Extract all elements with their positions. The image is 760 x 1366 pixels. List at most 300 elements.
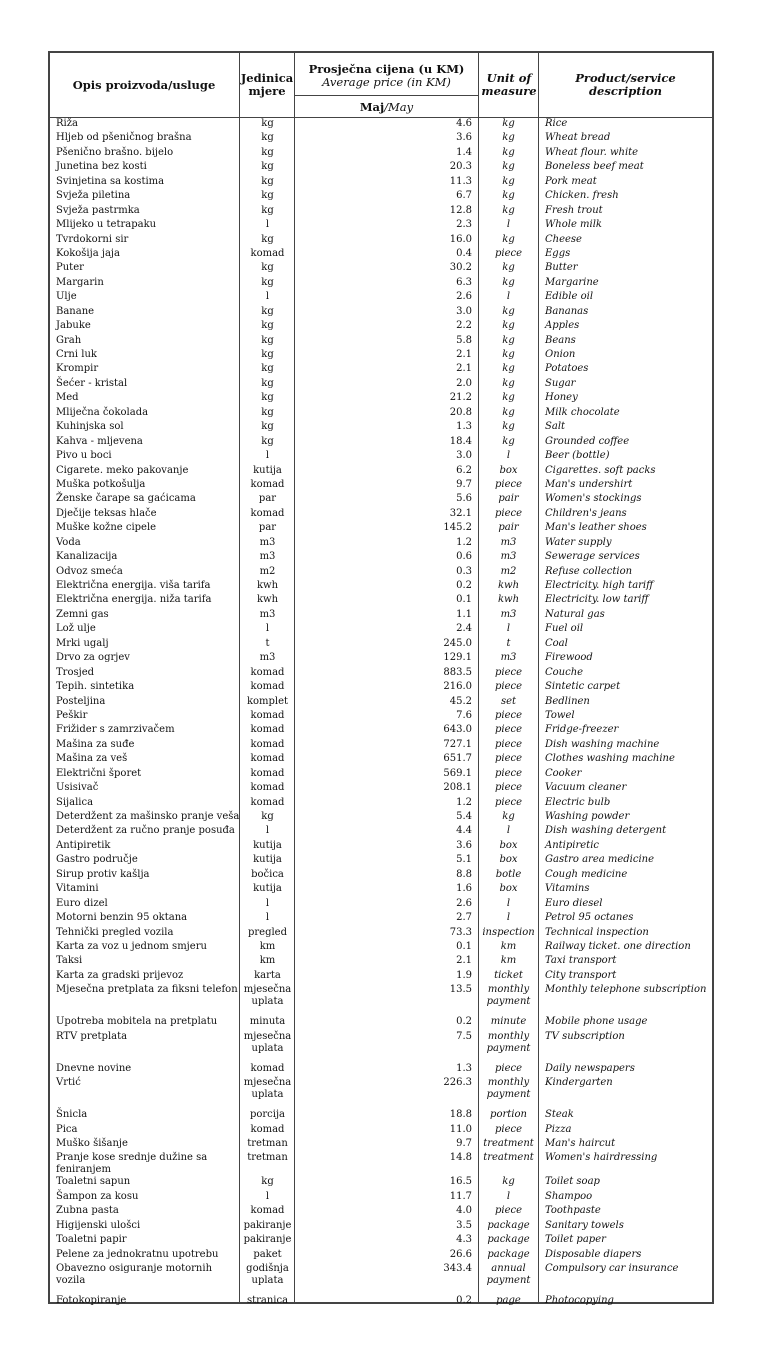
cell-description-en: Toothpaste (545, 1205, 601, 1217)
cell-description-en: Children's jeans (545, 507, 627, 519)
cell-unit: komad (250, 478, 285, 490)
cell-unit-en: l (506, 623, 511, 635)
cell-average-price: 6.2 (456, 464, 472, 476)
cell-unit-en: monthly payment (486, 984, 531, 1008)
table-row (50, 927, 712, 941)
cell-average-price: 3.0 (456, 450, 472, 462)
cell-average-price: 18.8 (449, 1109, 472, 1121)
cell-unit: kg (261, 811, 274, 822)
table-row (50, 1234, 712, 1248)
cell-average-price: 145.2 (443, 522, 472, 534)
cell-description-en: Beans (545, 334, 576, 346)
cell-unit: mjesečna uplata (243, 984, 292, 1008)
cell-product-name: Cigarete. meko pakovanje (56, 464, 189, 476)
cell-unit-en: pair (498, 493, 519, 505)
table-row (50, 219, 712, 233)
cell-unit: kg (261, 435, 274, 447)
cell-description-en: Compulsory car insurance (545, 1263, 679, 1275)
cell-unit: komplet (246, 695, 289, 707)
cell-description-en: Milk chocolate (545, 406, 620, 418)
cell-product-name: Karta za gradski prijevoz (56, 969, 184, 981)
cell-unit-en: kg (502, 146, 515, 158)
cell-description-en: Electricity. low tariff (545, 594, 649, 606)
cell-average-price: 6.3 (456, 276, 472, 288)
cell-description-en: Photocopying (545, 1295, 614, 1307)
cell-unit-en: kg (502, 334, 515, 346)
cell-product-name: Motorni benzin 95 oktana (56, 912, 188, 924)
cell-product-name: Grah (56, 334, 82, 346)
cell-unit-en: kg (502, 392, 515, 404)
cell-unit-en: kg (502, 190, 515, 202)
cell-unit-en: kg (502, 1176, 515, 1188)
cell-average-price: 1.6 (456, 883, 472, 895)
cell-unit: l (265, 897, 270, 909)
table-row (50, 1124, 712, 1138)
cell-average-price: 2.6 (456, 897, 472, 909)
cell-average-price: 2.2 (456, 320, 472, 332)
cell-average-price: 20.3 (449, 161, 472, 173)
table-row (50, 551, 712, 565)
cell-description-en: Shampoo (545, 1190, 593, 1202)
cell-description-en: Butter (545, 262, 578, 274)
cell-description-en: Rice (545, 118, 568, 129)
cell-average-price: 0.1 (456, 594, 472, 606)
cell-description-en: Monthly telephone subscription (545, 984, 707, 996)
cell-unit-en: kg (502, 349, 515, 360)
cell-description-en: Antipiretic (545, 839, 599, 851)
cell-product-name: Zubna pasta (56, 1205, 119, 1217)
cell-description-en: Fridge-freezer (545, 724, 619, 736)
cell-product-name: Drvo za ogrjev (56, 652, 130, 664)
cell-average-price: 0.2 (456, 1016, 472, 1028)
cell-unit-en: set (500, 695, 517, 707)
cell-unit-en: kg (502, 175, 515, 187)
cell-average-price: 4.0 (456, 1205, 472, 1217)
cell-unit-en: monthly payment (486, 1030, 531, 1054)
cell-average-price: 1.9 (456, 969, 472, 981)
cell-unit: godišnja uplata (246, 1263, 289, 1287)
cell-product-name: Posteljina (56, 695, 106, 707)
header-sub-divider (295, 95, 478, 96)
cell-product-name: Električni šporet (56, 767, 142, 779)
cell-unit: porcija (249, 1109, 286, 1121)
cell-description-en: Dish washing machine (545, 738, 660, 750)
cell-average-price: 14.8 (449, 1152, 472, 1164)
cell-product-name: Fotokopiranje (56, 1295, 127, 1307)
table-row (50, 1063, 712, 1077)
cell-description-en: Toilet paper (545, 1234, 606, 1246)
cell-average-price: 883.5 (443, 666, 472, 678)
cell-unit: kwh (256, 580, 279, 591)
cell-unit: kg (261, 334, 274, 346)
table-row (50, 262, 712, 276)
cell-unit: kg (261, 146, 274, 158)
cell-unit-en: page (496, 1295, 521, 1307)
cell-unit: komad (250, 681, 285, 693)
cell-description-en: Firewood (545, 652, 593, 664)
table-row (50, 941, 712, 955)
cell-unit-en: l (506, 825, 511, 837)
header-price-title: Prosječna cijena (u KM) (308, 62, 465, 76)
cell-product-name: Svinjetina sa kostima (56, 175, 165, 187)
cell-unit-en: kg (502, 118, 515, 129)
table-row (50, 349, 712, 363)
cell-product-name: Šećer - kristal (56, 377, 128, 389)
cell-average-price: 7.6 (456, 709, 472, 721)
table-body (50, 118, 712, 1310)
table-row (50, 335, 712, 349)
table-row (50, 955, 712, 969)
cell-average-price: 6.7 (456, 190, 472, 202)
cell-product-name: Upotreba mobitela na pretplatu (56, 1016, 218, 1028)
cell-product-name: Svježa pastrmka (56, 204, 140, 216)
price-table (48, 51, 714, 1307)
table-header (50, 53, 712, 118)
cell-unit-en: package (487, 1219, 530, 1231)
cell-unit-en: kg (502, 363, 515, 375)
cell-average-price: 245.0 (443, 637, 472, 649)
cell-unit: karta (254, 969, 281, 981)
cell-unit-en: kg (502, 262, 515, 274)
cell-description-en: Steak (545, 1109, 574, 1121)
cell-product-name: Mliječna čokolada (56, 406, 149, 418)
table-row (50, 984, 712, 1016)
cell-product-name: Krompir (56, 363, 99, 375)
cell-unit: kg (261, 276, 274, 288)
cell-unit: pakiranje (243, 1234, 292, 1246)
cell-unit: komad (250, 782, 285, 794)
cell-average-price: 2.6 (456, 291, 472, 303)
cell-description-en: Man's undershirt (545, 478, 633, 490)
cell-product-name: Sirup protiv kašlja (56, 868, 150, 880)
table-row (50, 566, 712, 580)
cell-description-en: Cough medicine (545, 868, 628, 880)
cell-description-en: Boneless beef meat (545, 161, 644, 173)
cell-unit-en: treatment (483, 1138, 534, 1149)
cell-average-price: 2.0 (456, 377, 472, 389)
cell-product-name: Tvrdokorni sir (56, 233, 129, 245)
cell-description-en: Wheat flour. white (545, 146, 639, 158)
cell-average-price: 4.6 (456, 118, 472, 129)
cell-unit: komad (250, 738, 285, 750)
cell-product-name: Med (56, 392, 79, 404)
header-unit-en: Unit of measure (481, 71, 537, 98)
table-row (50, 768, 712, 782)
table-row (50, 436, 712, 450)
cell-average-price: 1.2 (456, 796, 472, 808)
cell-description-en: Water supply (545, 536, 612, 548)
cell-unit: l (265, 623, 270, 635)
cell-unit: kwh (256, 594, 279, 606)
table-row (50, 609, 712, 623)
cell-unit: kg (261, 118, 274, 129)
table-row (50, 363, 712, 377)
cell-unit-en: box (499, 854, 518, 866)
cell-product-name: Muško šišanje (56, 1138, 128, 1149)
cell-product-name: Tehnički pregled vozila (56, 926, 174, 938)
cell-product-name: Peškir (56, 709, 88, 721)
table-row (50, 407, 712, 421)
cell-unit-en: piece (494, 1205, 523, 1217)
cell-description-en: Couche (545, 666, 584, 678)
cell-unit: minuta (249, 1016, 286, 1028)
cell-description-en: Cigarettes. soft packs (545, 464, 656, 476)
table-row (50, 970, 712, 984)
table-row (50, 1220, 712, 1234)
cell-description-en: Vacuum cleaner (545, 782, 627, 794)
cell-unit: pregled (247, 926, 288, 938)
cell-product-name: Električna energija. niža tarifa (56, 594, 212, 606)
cell-unit: l (265, 1190, 270, 1202)
table-row (50, 277, 712, 291)
cell-product-name: Pivo u boci (56, 450, 112, 462)
cell-unit: kg (261, 233, 274, 245)
cell-description-en: Sewerage services (545, 551, 640, 563)
cell-unit: kg (261, 132, 274, 144)
table-row (50, 1263, 712, 1295)
table-row (50, 291, 712, 305)
cell-unit: kg (261, 305, 274, 317)
cell-average-price: 569.1 (443, 767, 472, 779)
cell-unit-en: package (487, 1248, 530, 1260)
cell-product-name: Tepih. sintetika (56, 681, 135, 693)
cell-average-price: 1.2 (456, 536, 472, 548)
table-row (50, 465, 712, 479)
table-row (50, 869, 712, 883)
cell-average-price: 5.1 (456, 854, 472, 866)
cell-average-price: 0.2 (456, 580, 472, 591)
cell-unit-en: l (506, 219, 511, 231)
cell-unit: paket (253, 1248, 282, 1260)
cell-product-name: Higijenski ulošci (56, 1219, 141, 1231)
cell-average-price: 1.3 (456, 1062, 472, 1074)
cell-average-price: 18.4 (449, 435, 472, 447)
table-row (50, 320, 712, 334)
cell-average-price: 1.3 (456, 421, 472, 433)
table-row (50, 840, 712, 854)
cell-product-name: Odvoz smeća (56, 565, 123, 577)
cell-average-price: 73.3 (449, 926, 472, 938)
cell-product-name: Mjesečna pretplata za fiksni telefon (56, 984, 238, 996)
cell-product-name: Frižider s zamrzivačem (56, 724, 175, 736)
cell-average-price: 32.1 (449, 507, 472, 519)
cell-product-name: Banane (56, 305, 95, 317)
cell-product-name: Vitamini (56, 883, 99, 895)
cell-unit: mjesečna uplata (243, 1030, 292, 1054)
table-row (50, 1191, 712, 1205)
cell-unit: kg (261, 406, 274, 418)
cell-average-price: 4.4 (456, 825, 472, 837)
cell-average-price: 2.1 (456, 955, 472, 967)
cell-unit: komad (250, 1205, 285, 1217)
cell-unit: komad (250, 753, 285, 765)
table-row (50, 1077, 712, 1109)
cell-description-en: Salt (545, 421, 566, 433)
cell-description-en: Cheese (545, 233, 582, 245)
cell-average-price: 9.7 (456, 478, 472, 490)
table-row (50, 508, 712, 522)
cell-description-en: City transport (545, 969, 617, 981)
table-row (50, 1138, 712, 1152)
cell-unit: komad (250, 1123, 285, 1135)
table-row (50, 392, 712, 406)
cell-product-name: Muške kožne cipele (56, 522, 157, 534)
cell-average-price: 0.1 (456, 940, 472, 952)
cell-average-price: 16.5 (449, 1176, 472, 1188)
cell-average-price: 0.2 (456, 1295, 472, 1307)
cell-description-en: Man's haircut (545, 1138, 616, 1149)
cell-unit: kutija (253, 464, 282, 476)
cell-average-price: 1.4 (456, 146, 472, 158)
cell-average-price: 727.1 (443, 738, 472, 750)
table-row (50, 522, 712, 536)
cell-product-name: Lož ulje (56, 623, 96, 635)
cell-unit: kg (261, 392, 274, 404)
cell-unit: l (265, 912, 270, 924)
table-row (50, 1176, 712, 1190)
cell-unit: m3 (259, 551, 276, 563)
cell-product-name: Električna energija. viša tarifa (56, 580, 211, 591)
cell-product-name: Šampon za kosu (56, 1190, 139, 1202)
header-unit: Jedinica mjere (240, 71, 294, 98)
table-row (50, 421, 712, 435)
cell-product-name: Mrki ugalj (56, 637, 109, 649)
cell-product-name: Margarin (56, 276, 104, 288)
cell-unit-en: piece (494, 681, 523, 693)
cell-unit: kg (261, 349, 274, 360)
cell-average-price: 45.2 (449, 695, 472, 707)
cell-unit-en: kwh (497, 580, 520, 591)
cell-unit-en: box (499, 883, 518, 895)
cell-unit-en: annual payment (486, 1263, 531, 1287)
table-row (50, 234, 712, 248)
cell-unit-en: m3 (500, 608, 517, 620)
cell-unit-en: m3 (500, 551, 517, 563)
cell-unit: tretman (247, 1138, 288, 1149)
cell-product-name: RTV pretplata (56, 1030, 128, 1042)
cell-unit-en: kg (502, 320, 515, 332)
cell-product-name: Puter (56, 262, 84, 274)
cell-unit-en: piece (494, 724, 523, 736)
cell-average-price: 651.7 (443, 753, 472, 765)
cell-product-name: Gastro područje (56, 854, 138, 866)
cell-unit-en: kg (502, 811, 515, 822)
cell-unit: m3 (259, 608, 276, 620)
table-row (50, 378, 712, 392)
table-row (50, 1031, 712, 1063)
cell-description-en: Sugar (545, 377, 576, 389)
cell-description-en: Sintetic carpet (545, 681, 621, 693)
cell-average-price: 2.4 (456, 623, 472, 635)
cell-product-name: Kokošija jaja (56, 247, 120, 259)
cell-unit: komad (250, 247, 285, 259)
cell-product-name: Mašina za suđe (56, 738, 135, 750)
cell-average-price: 3.5 (456, 1219, 472, 1231)
cell-average-price: 12.8 (449, 204, 472, 216)
cell-unit-en: minute (490, 1016, 527, 1028)
header-price-subtitle: Average price (in KM) (322, 75, 451, 89)
cell-description-en: Apples (545, 320, 580, 332)
cell-description-en: Technical inspection (545, 926, 649, 938)
cell-unit-en: l (506, 912, 511, 924)
cell-average-price: 2.3 (456, 219, 472, 231)
cell-average-price: 226.3 (443, 1077, 472, 1089)
table-row (50, 537, 712, 551)
cell-unit-en: piece (494, 247, 523, 259)
cell-unit-en: m3 (500, 536, 517, 548)
cell-unit-en: kg (502, 406, 515, 418)
cell-unit: kutija (253, 883, 282, 895)
cell-description-en: Towel (545, 709, 575, 721)
cell-unit: l (265, 450, 270, 462)
table-row (50, 652, 712, 666)
cell-description-en: Taxi transport (545, 955, 617, 967)
cell-unit-en: box (499, 464, 518, 476)
cell-average-price: 2.1 (456, 349, 472, 360)
cell-unit-en: inspection (482, 926, 535, 938)
cell-description-en: Euro diesel (545, 897, 603, 909)
cell-average-price: 2.1 (456, 363, 472, 375)
cell-unit-en: m2 (500, 565, 517, 577)
cell-description-en: Women's stockings (545, 493, 642, 505)
cell-unit: komad (250, 709, 285, 721)
cell-unit: kg (261, 1176, 274, 1188)
cell-unit-en: kg (502, 161, 515, 173)
cell-unit: bočica (251, 868, 284, 880)
cell-product-name: Usisivač (56, 782, 99, 794)
cell-average-price: 343.4 (443, 1263, 472, 1275)
cell-description-en: Cooker (545, 767, 582, 779)
cell-description-en: Washing powder (545, 811, 630, 822)
cell-average-price: 2.7 (456, 912, 472, 924)
table-row (50, 493, 712, 507)
cell-product-name: Toaletni papir (56, 1234, 127, 1246)
cell-unit-en: portion (490, 1109, 527, 1121)
cell-unit-en: piece (494, 738, 523, 750)
cell-description-en: Wheat bread (545, 132, 611, 144)
cell-unit-en: piece (494, 782, 523, 794)
cell-product-name: Kahva - mljevena (56, 435, 143, 447)
cell-unit-en: botle (495, 868, 522, 880)
cell-unit: komad (250, 1062, 285, 1074)
cell-product-name: Junetina bez kosti (56, 161, 147, 173)
cell-average-price: 0.3 (456, 565, 472, 577)
cell-unit: tretman (247, 1152, 288, 1164)
cell-product-name: Pelene za jednokratnu upotrebu (56, 1248, 219, 1260)
cell-unit: kg (261, 421, 274, 433)
cell-unit: l (265, 825, 270, 837)
cell-average-price: 3.6 (456, 839, 472, 851)
cell-product-name: Vrtić (56, 1077, 81, 1089)
cell-average-price: 11.7 (449, 1190, 472, 1202)
cell-unit-en: l (506, 897, 511, 909)
cell-unit: komad (250, 507, 285, 519)
cell-unit: l (265, 219, 270, 231)
cell-unit: l (265, 291, 270, 303)
cell-unit: kg (261, 320, 274, 332)
cell-average-price: 21.2 (449, 392, 472, 404)
cell-description-en: Petrol 95 octanes (545, 912, 634, 924)
cell-description-en: Pork meat (545, 175, 597, 187)
cell-unit-en: kg (502, 233, 515, 245)
cell-unit-en: km (500, 940, 517, 952)
cell-product-name: Kuhinjska sol (56, 421, 124, 433)
cell-unit-en: piece (494, 1123, 523, 1135)
table-row (50, 623, 712, 637)
cell-unit-en: piece (494, 666, 523, 678)
cell-product-name: Svježa piletina (56, 190, 131, 202)
cell-description-en: Disposable diapers (545, 1248, 642, 1260)
